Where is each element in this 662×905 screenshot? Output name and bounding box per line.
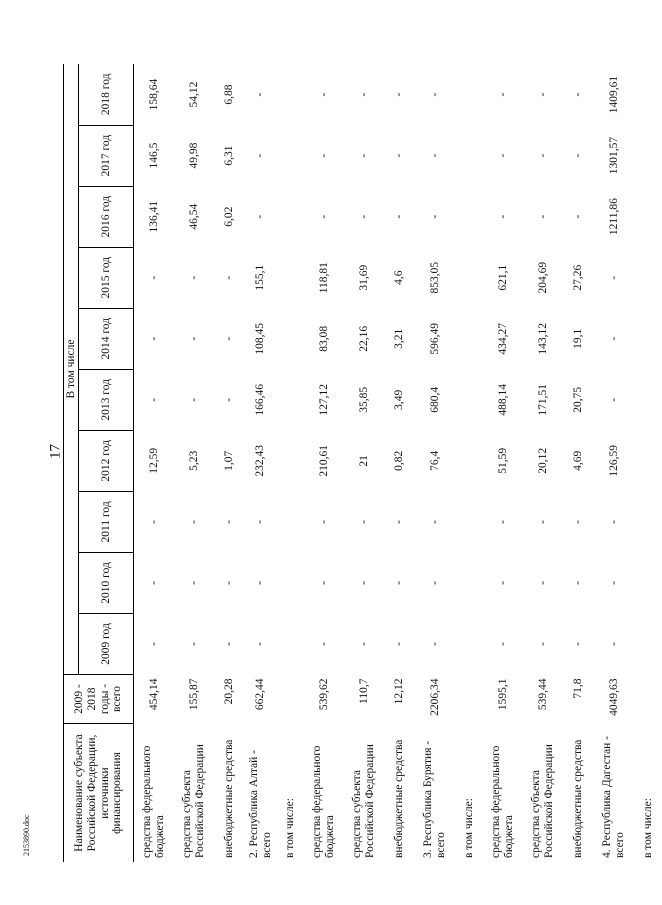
row-value [276, 552, 304, 613]
row-value: 171,51 [536, 383, 549, 416]
row-value: - [428, 153, 441, 158]
row-value: - [254, 92, 267, 97]
row-value: - [607, 642, 620, 646]
row-value: - [357, 519, 370, 524]
row-value: - [317, 642, 330, 646]
row-value: 1,07 [223, 450, 236, 471]
row-value: 118,81 [317, 262, 330, 294]
row-value: 680,4 [428, 386, 441, 413]
row-value: - [317, 214, 330, 219]
row-value: - [147, 519, 160, 524]
row-name: средства федерального бюджета [311, 745, 336, 858]
row-value: - [187, 581, 200, 585]
header-year: 2015 год [79, 247, 134, 308]
row-value: - [536, 642, 549, 646]
row-value: - [393, 153, 406, 158]
row-total: 155,87 [187, 678, 200, 711]
row-value: 35,85 [357, 386, 370, 413]
row-value: 4,6 [393, 270, 406, 285]
row-total: 662,44 [254, 678, 267, 711]
table-row [523, 64, 563, 862]
row-value: 488,14 [496, 383, 509, 416]
table-row [276, 64, 304, 862]
row-value: - [428, 519, 441, 524]
row-value: 621,1 [496, 264, 509, 291]
page-number: 17 [47, 444, 64, 459]
row-value [276, 125, 304, 186]
row-value: - [496, 92, 509, 97]
row-value: - [187, 336, 200, 341]
row-value: - [428, 214, 441, 219]
row-value: - [147, 397, 160, 402]
row-total [455, 675, 483, 724]
row-value: - [496, 642, 509, 646]
row-value [276, 64, 304, 125]
row-value: 166,46 [254, 383, 267, 416]
row-value: 126,59 [607, 445, 620, 477]
row-value [455, 247, 483, 308]
table-row [594, 64, 634, 862]
table-row [304, 64, 344, 862]
row-name: средства федерального бюджета [141, 745, 166, 858]
row-value: 27,26 [572, 264, 585, 291]
header-total-column: 2009 - 2018 годы - всего [64, 675, 134, 724]
row-value [634, 430, 662, 491]
row-value: - [428, 642, 441, 646]
row-value: - [572, 519, 585, 524]
row-value [276, 369, 304, 430]
table-header [64, 64, 134, 862]
row-value: - [147, 642, 160, 646]
row-value: - [496, 214, 509, 219]
row-value: 49,98 [187, 142, 200, 169]
row-value: 210,61 [317, 445, 330, 477]
header-year: 2014 год [79, 308, 134, 369]
row-value: - [357, 642, 370, 646]
row-value: - [187, 642, 200, 646]
table-row [455, 64, 483, 862]
row-value: - [536, 92, 549, 97]
row-value: - [393, 642, 406, 646]
row-value: - [223, 275, 236, 280]
row-value [634, 369, 662, 430]
row-value [634, 552, 662, 613]
row-value: - [536, 153, 549, 158]
row-value: 1211,86 [607, 198, 620, 236]
row-value: 1409,61 [607, 75, 620, 114]
row-name: 2. Республика Алтай - всего [247, 749, 273, 858]
row-value: 76,4 [428, 450, 441, 471]
header-year: 2013 год [79, 369, 134, 430]
row-value: - [357, 581, 370, 585]
row-value: - [428, 581, 441, 585]
row-value: - [254, 153, 267, 158]
row-value: - [223, 336, 236, 341]
row-value: - [147, 275, 160, 280]
row-name: внебюджетные средства [572, 739, 585, 858]
row-value: - [572, 642, 585, 646]
row-value [455, 552, 483, 613]
row-value: - [357, 153, 370, 158]
row-name: 4. Республика Дагестан - всего [601, 736, 626, 858]
row-value: - [536, 214, 549, 219]
table-row [344, 64, 384, 862]
row-value: 158,64 [147, 78, 160, 111]
row-value: - [317, 519, 330, 524]
row-value: - [317, 581, 330, 585]
row-value [276, 308, 304, 369]
row-value: - [428, 92, 441, 97]
row-value: 21 [357, 455, 370, 467]
row-value [455, 308, 483, 369]
table-row [245, 64, 276, 862]
row-value [634, 64, 662, 125]
row-value: - [254, 519, 267, 524]
row-value: - [254, 581, 267, 585]
row-value: 3,21 [393, 328, 406, 349]
row-value [276, 186, 304, 247]
row-value: - [496, 581, 509, 585]
table-row [174, 64, 214, 862]
row-value [276, 491, 304, 552]
row-value: 5,23 [187, 450, 200, 471]
row-value: 143,12 [536, 322, 549, 355]
row-name: средства федерального бюджета [490, 745, 515, 858]
row-value: 46,54 [187, 203, 200, 230]
row-value: - [572, 153, 585, 158]
row-value: 22,16 [357, 325, 370, 352]
row-value: - [147, 581, 160, 585]
row-total: 539,62 [317, 678, 330, 711]
row-value [455, 64, 483, 125]
row-value: 12,59 [147, 447, 160, 474]
row-value: 232,43 [254, 445, 267, 477]
row-value: - [187, 397, 200, 402]
row-value: - [496, 519, 509, 524]
row-value: 83,08 [317, 325, 330, 352]
row-name: средства субъекта Российской Федерации [530, 744, 555, 858]
header-year: 2010 год [79, 552, 134, 613]
row-value: - [317, 92, 330, 97]
row-total [276, 675, 304, 724]
header-year: 2012 год [79, 430, 134, 491]
table-row [634, 64, 662, 862]
row-name: 3. Республика Бурятия - всего [422, 740, 447, 858]
row-value: - [254, 214, 267, 219]
row-value: 6,31 [223, 145, 236, 166]
row-name: в том числе: [641, 798, 654, 858]
row-value: - [223, 581, 236, 585]
row-value: - [147, 336, 160, 341]
row-value [276, 247, 304, 308]
row-value: 20,12 [536, 447, 549, 474]
row-value: 155,1 [254, 264, 267, 291]
row-value: 434,27 [496, 322, 509, 355]
row-total: 110,7 [357, 678, 370, 704]
table-row [134, 64, 175, 862]
row-value: - [317, 153, 330, 158]
rotated-content [63, 64, 654, 862]
row-value [634, 186, 662, 247]
row-value: 127,12 [317, 383, 330, 416]
row-total: 2206,34 [428, 678, 441, 716]
header-year: 2017 год [79, 125, 134, 186]
row-value: 146,5 [147, 142, 160, 169]
row-value: - [572, 581, 585, 585]
row-name: в том числе: [283, 798, 296, 858]
row-value [455, 186, 483, 247]
row-value: - [357, 92, 370, 97]
row-value: 0,82 [393, 450, 406, 471]
table-row [483, 64, 523, 862]
row-value: - [223, 397, 236, 402]
row-name: средства субъекта Российской Федерации [181, 744, 206, 858]
row-name: внебюджетные средства [223, 739, 236, 858]
row-value: 1301,57 [607, 136, 620, 175]
table-body [134, 64, 662, 862]
row-total: 71,8 [572, 678, 585, 699]
table-row [384, 64, 415, 862]
row-value: 31,69 [357, 264, 370, 291]
row-value [634, 491, 662, 552]
row-value: - [607, 275, 620, 280]
row-value: - [607, 581, 620, 585]
row-name: средства субъекта Российской Федерации [351, 744, 376, 858]
row-value: - [536, 581, 549, 585]
row-value: 19,1 [572, 328, 585, 349]
row-total: 454,14 [147, 678, 160, 711]
table-row [563, 64, 594, 862]
row-value: - [536, 519, 549, 524]
header-group-label: В том числе [64, 64, 79, 675]
row-name: внебюджетные средства [393, 739, 406, 858]
header-year: 2011 год [79, 491, 134, 552]
row-value: 108,45 [254, 322, 267, 355]
row-value: 54,12 [187, 81, 200, 108]
row-total: 4049,63 [607, 678, 620, 716]
header-year: 2018 год [79, 64, 134, 125]
row-value: - [393, 519, 406, 524]
row-value: - [393, 214, 406, 219]
header-name-column: Наименование субъекта Российской Федерации, источники финансирования [64, 724, 134, 863]
row-value: 6,02 [223, 206, 236, 227]
row-total: 20,28 [223, 678, 236, 705]
row-value [634, 125, 662, 186]
row-value: - [187, 275, 200, 280]
row-name: в том числе: [462, 798, 475, 858]
row-value [455, 613, 483, 674]
table-row [415, 64, 455, 862]
row-value: - [607, 397, 620, 402]
row-value: - [572, 92, 585, 97]
header-year: 2009 год [79, 613, 134, 674]
row-value [276, 613, 304, 674]
row-total: 12,12 [393, 678, 406, 705]
row-value [276, 430, 304, 491]
row-value: 6,88 [223, 84, 236, 105]
row-value: 596,49 [428, 322, 441, 355]
row-value: - [572, 214, 585, 219]
header-year: 2016 год [79, 186, 134, 247]
financing-table [63, 64, 662, 862]
row-value: 853,05 [428, 261, 441, 294]
row-value: - [607, 336, 620, 341]
row-value [455, 491, 483, 552]
row-value: 136,41 [147, 200, 160, 233]
row-value [634, 308, 662, 369]
row-value: - [607, 519, 620, 524]
row-value [634, 247, 662, 308]
row-value: 20,75 [572, 386, 585, 413]
row-value: - [254, 642, 267, 646]
row-value: - [187, 519, 200, 524]
file-stamp: 2153890.doc [22, 814, 31, 856]
row-value: 51,59 [496, 447, 509, 474]
row-value [455, 430, 483, 491]
row-value [455, 369, 483, 430]
row-value: - [393, 92, 406, 97]
row-value: - [393, 581, 406, 585]
row-total: 1595,1 [496, 678, 509, 711]
row-total [634, 675, 662, 724]
row-value: 3,49 [393, 389, 406, 410]
row-value [634, 613, 662, 674]
row-value: 204,69 [536, 261, 549, 294]
row-value: - [496, 153, 509, 158]
row-value: - [223, 519, 236, 524]
row-total: 539,44 [536, 678, 549, 711]
table-row [214, 64, 245, 862]
row-value: - [357, 214, 370, 219]
row-value: 4,69 [572, 450, 585, 471]
row-value [455, 125, 483, 186]
row-value: - [223, 642, 236, 646]
